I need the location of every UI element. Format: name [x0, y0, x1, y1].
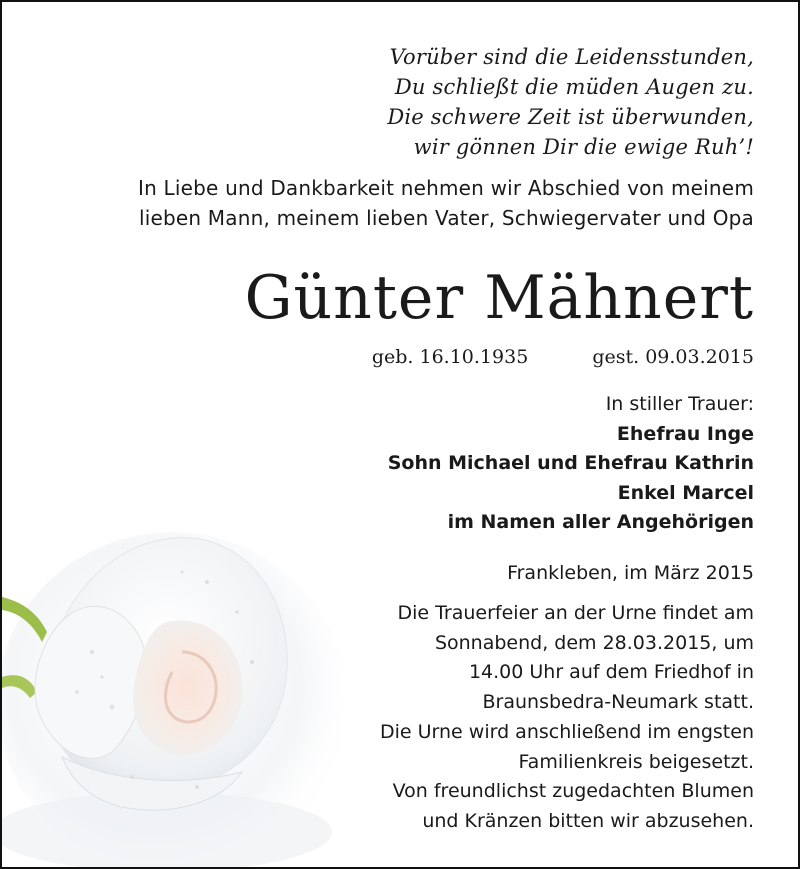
service-line: Braunsbedra-Neumark statt. [482, 691, 754, 714]
mourner-name: im Namen aller Angehörigen [447, 511, 754, 533]
poem [387, 42, 754, 162]
mourner-name: Ehefrau Inge [616, 422, 754, 445]
service-line: Von freundlichst zugedachten Blumen [392, 780, 754, 803]
place-date: Frankleben, im März 2015 [507, 562, 754, 584]
mourner-name: Enkel Marcel [617, 481, 754, 504]
intro-line: lieben Mann, meinem lieben Vater, Schwiegervater und Opa [138, 206, 754, 230]
poem-line: Du schließt die müden Augen zu. [394, 75, 754, 99]
service-line: und Kränzen bitten wir abzusehen. [422, 809, 754, 832]
mourner-name: Sohn Michael und Ehefrau Kathrin [387, 452, 754, 474]
deceased-name: Günter Mähnert [244, 263, 754, 333]
poem-line: Vorüber sind die Leidensstunden, [389, 45, 754, 69]
intro-text [138, 173, 754, 233]
service-line: Die Trauerfeier an der Urne findet am [397, 602, 754, 624]
birth-date: geb. 16.10.1935 [371, 346, 529, 368]
intro-line: In Liebe und Dankbarkeit nehmen wir Abschied von meinem [138, 176, 754, 200]
service-line: Die Urne wird anschließend im engsten [379, 720, 754, 743]
service-info [380, 599, 754, 837]
poem-line: wir gönnen Dir die ewige Ruh’! [413, 135, 754, 159]
white-rose-icon [2, 502, 342, 869]
death-date: gest. 09.03.2015 [592, 346, 754, 368]
life-dates [372, 344, 754, 370]
mourners-lead: In stiller Trauer: [605, 393, 754, 415]
mourners [388, 390, 754, 538]
poem-line: Die schwere Zeit ist überwunden, [387, 105, 754, 129]
service-line: 14.00 Uhr auf dem Friedhof in [468, 661, 754, 684]
service-line: Sonnabend, dem 28.03.2015, um [434, 631, 754, 654]
service-line: Familienkreis beigesetzt. [518, 750, 754, 773]
